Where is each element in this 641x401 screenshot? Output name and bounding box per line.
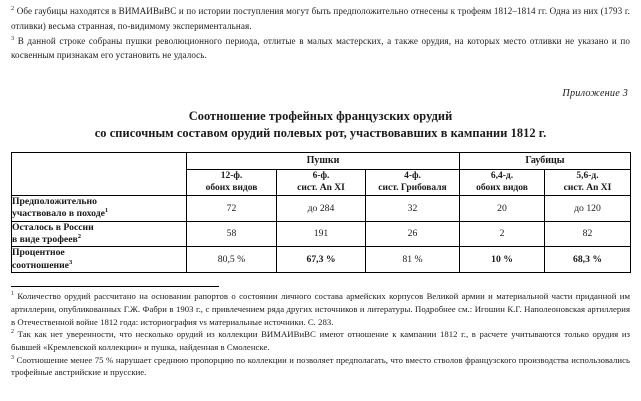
row-label-line-2: соотношение: [12, 259, 69, 271]
top-footnote-2: [11, 4, 630, 33]
cell-percentage-4f: 81 %: [366, 247, 460, 273]
footnote-text: Количество орудий рассчитано на основании рапортов о состоянии личного состава армейских корпусов Великой армии и материальной части приданной им артиллерии, опубликованных Г.Ж. Фабри в 1903 г., с привлечением ряда других источников и литературы. Подробнее см.: Игошин К.Г. Наполеоновская артиллерия в Отечественной войне 1812 года: историография vs материальные источники. С. 283.: [11, 291, 630, 327]
footnote-marker: 2: [11, 4, 15, 12]
column-header-line-2: обоих видов: [205, 183, 258, 194]
cell-participated-6f: до 284: [277, 195, 366, 221]
column-header-line-1: 6-ф.: [312, 170, 330, 181]
table-column-header-6f: [277, 169, 366, 195]
cell-participated-4f: 32: [366, 195, 460, 221]
row-label-participated: [12, 195, 187, 221]
row-label-percentage: [12, 247, 187, 273]
footnote-marker: 2: [11, 329, 14, 336]
cell-percentage-64d: 10 %: [460, 247, 545, 273]
row-label-line-1: Процентное: [12, 247, 65, 259]
appendix-label: Приложение 3: [562, 87, 628, 99]
column-header-line-1: 4-ф.: [404, 170, 421, 181]
row-label-line-2: участвовало в походе: [12, 208, 105, 220]
column-header-line-2: обоих видов: [476, 183, 528, 194]
row-label-footnote-marker: 1: [104, 206, 109, 214]
footnote-text: Так как нет уверенности, что несколько орудий из коллекции ВИМАИВиВС имеют отношение к кампании 1812 г., в расчете учитываются только орудия из бывшей «Кремлевской коллекции» и пушка, найденная в Смоленске.: [11, 329, 630, 352]
row-label-footnote-marker: 2: [77, 232, 82, 240]
table-column-header-12f: [187, 169, 277, 195]
cell-participated-64d: 20: [460, 195, 545, 221]
table-row: [12, 247, 631, 273]
cell-remained-56d: 82: [545, 221, 631, 247]
footnote-text: Соотношение менее 75 % нарушает среднюю пропорцию по коллекции и позволяет предполагать, что вместо стволов французского производства использовались трофейные австрийские и прусские.: [11, 354, 630, 378]
cell-percentage-6f: 67,3 %: [277, 247, 366, 273]
footnote-1: [11, 290, 630, 328]
column-header-line-2: сист. An XI: [563, 183, 612, 194]
footnote-text: Обе гаубицы находятся в ВИМАИВиВС и по истории поступления могут быть предположительно отнесены к трофеям 1812–1814 гг. Одна из них (1793 г. отливки) весьма странная, по-видимому экспериментальная.: [11, 6, 630, 31]
table-group-header-howitzers: Гаубицы: [460, 152, 631, 169]
footnote-separator: [11, 286, 219, 287]
page-title-line-1: Соотношение трофейных французских орудий: [188, 108, 453, 123]
table-row: [12, 221, 631, 247]
row-label-line-1: Осталось в России: [12, 221, 94, 233]
table-column-header-64d: [460, 169, 545, 195]
footnote-3: [11, 354, 630, 379]
footnote-marker: 3: [11, 354, 14, 361]
table-group-header-row: [12, 152, 631, 169]
table-corner-cell: [12, 152, 187, 195]
table-column-header-56d: [545, 169, 631, 195]
top-footnote-3: [11, 34, 630, 63]
footnote-text: В данной строке собраны пушки революционного периода, отлитые в малых мастерских, а также орудия, на которых место отливки не указано и по косвенным признакам его установить не удалось.: [11, 35, 630, 61]
cell-remained-64d: 2: [460, 221, 545, 247]
table-group-header-cannons: Пушки: [187, 152, 460, 169]
cell-percentage-56d: 68,3 %: [545, 247, 631, 273]
row-label-footnote-marker: 3: [69, 258, 73, 266]
cell-percentage-12f: 80,5 %: [187, 247, 277, 273]
row-label-line-2: в виде трофеев: [12, 233, 78, 245]
top-footnotes: [11, 4, 630, 63]
table-row: [12, 195, 631, 221]
cell-remained-4f: 26: [366, 221, 460, 247]
footnote-marker: 1: [11, 291, 14, 298]
column-header-line-2: сист. Грибоваля: [378, 183, 447, 194]
cell-participated-56d: до 120: [545, 195, 631, 221]
footnote-marker: 3: [11, 34, 15, 42]
page-title: [11, 108, 630, 142]
column-header-line-1: 6,4-д.: [490, 170, 514, 181]
row-label-line-1: Предположительно: [12, 195, 97, 207]
footnote-2: [11, 328, 630, 353]
column-header-line-1: 12-ф.: [220, 170, 243, 181]
column-header-line-1: 5,6-д.: [576, 170, 599, 181]
column-header-line-2: сист. An XI: [297, 183, 345, 194]
page-title-line-2: со списочным составом орудий полевых рот, участвовавших в кампании 1812 г.: [94, 125, 547, 140]
row-label-remained: [12, 221, 187, 247]
guns-comparison-table: [11, 152, 631, 273]
cell-remained-12f: 58: [187, 221, 277, 247]
bottom-footnotes: [11, 290, 630, 379]
cell-remained-6f: 191: [277, 221, 366, 247]
cell-participated-12f: 72: [187, 195, 277, 221]
table-column-header-4f: [366, 169, 460, 195]
